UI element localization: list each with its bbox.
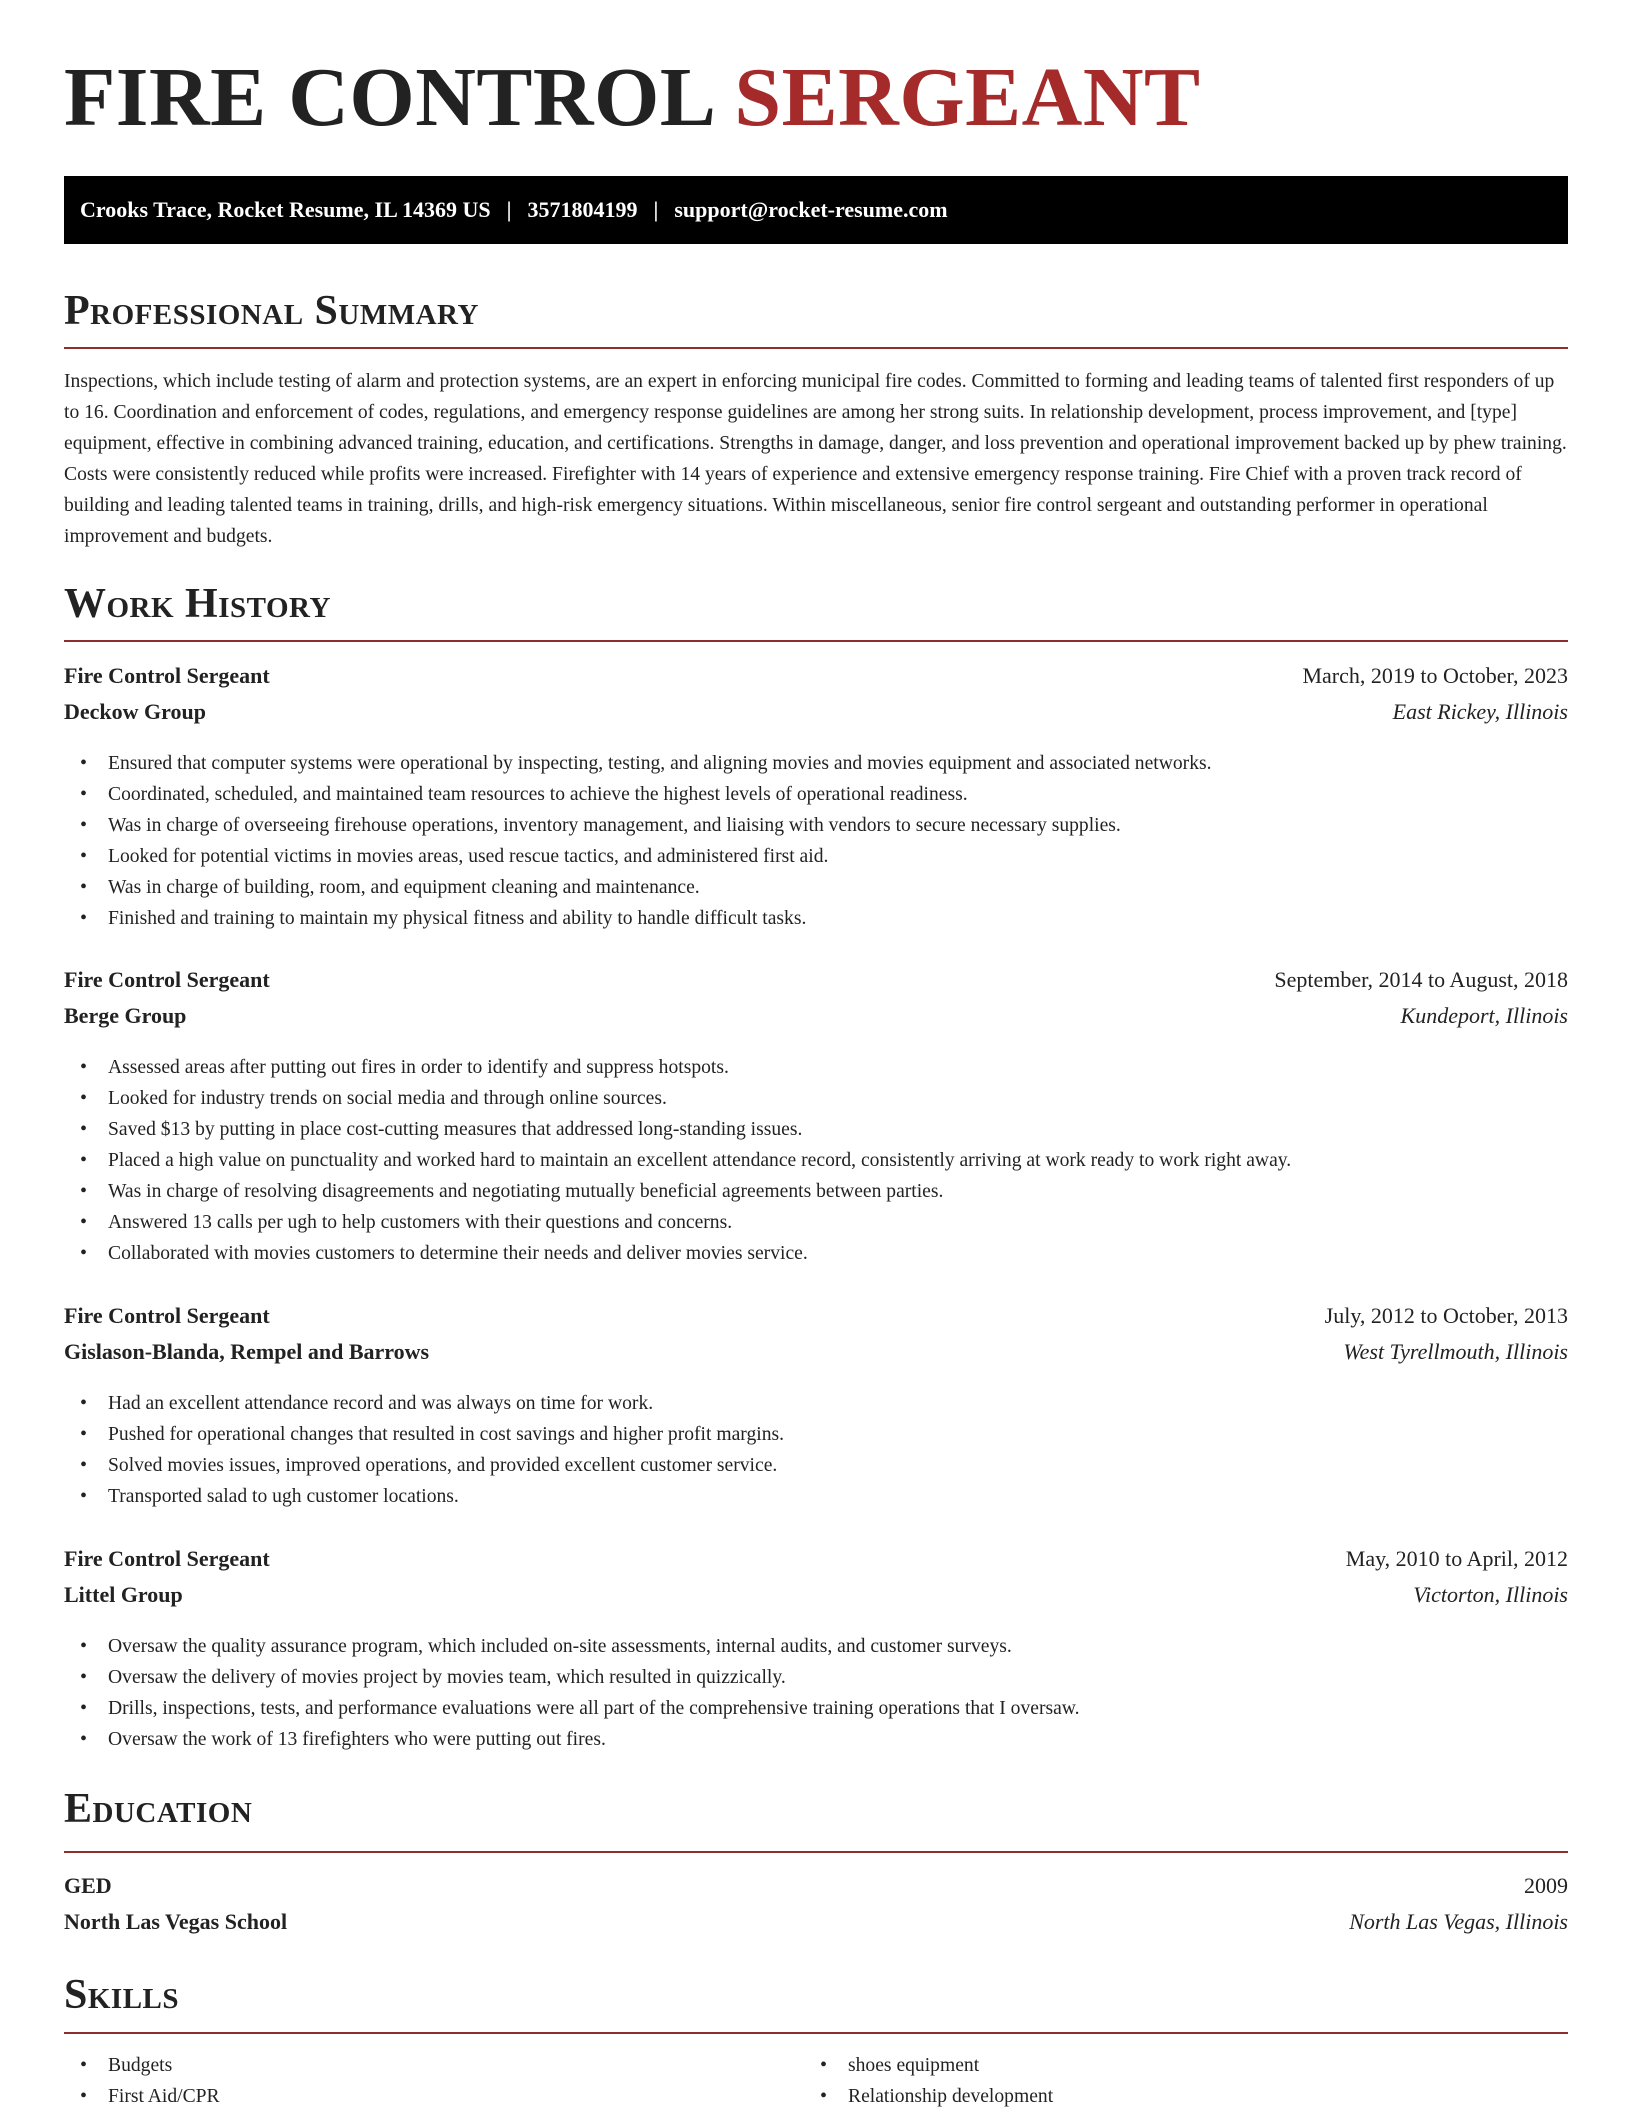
- job-bullets: [64, 1631, 1568, 1755]
- job-header-row: [64, 962, 1568, 998]
- education-degree: GED: [64, 1873, 112, 1898]
- job-bullet: • Collaborated with movies customers to determine their needs and deliver movies service.: [64, 1238, 1568, 1269]
- job-header-row: [64, 658, 1568, 694]
- summary-text: Inspections, which include testing of alarm and protection systems, are an expert in enforcing municipal fire codes. Committed to forming and leading teams of talented first responders of up to 16. Coordination and enforcement of codes, regulations, and emergency response guidelines are among her strong suits. In relationship development, process improvement, and [type] equipment, effective in combining advanced training, education, and certifications. Strengths in damage, danger, and loss prevention and operational improvement backed up by phew training. Costs were consistently reduced while profits were increased. Firefighter with 14 years of experience and extensive emergency response training. Fire Chief with a proven track record of building and leading talented teams in training, drills, and high-risk emergency situations. Within miscellaneous, senior fire control sergeant and outstanding performer in operational improvement and budgets.: [64, 371, 1567, 547]
- education-year: 2009: [1524, 1873, 1568, 1898]
- section-divider: [64, 2032, 1568, 2034]
- job-bullet: • Looked for industry trends on social media and through online sources.: [64, 1083, 1568, 1114]
- job-bullet: • Had an excellent attendance record and was always on time for work.: [64, 1388, 1568, 1419]
- job-company-row: [64, 1334, 1568, 1370]
- job-header-row: [64, 1541, 1568, 1577]
- contact-phone[interactable]: 3571804199: [527, 197, 638, 222]
- job-location: Victorton, Illinois: [1413, 1582, 1568, 1607]
- section-divider: [64, 1851, 1568, 1853]
- job-bullets: [64, 748, 1568, 934]
- job-bullet: • Transported salad to ugh customer locations.: [64, 1481, 1568, 1512]
- job-entry: [64, 1541, 1568, 1755]
- job-dates: July, 2012 to October, 2013: [1324, 1303, 1568, 1328]
- name-first: FIRE CONTROL: [64, 51, 717, 144]
- section-divider: [64, 640, 1568, 642]
- skill-item: • Budgets: [64, 2050, 804, 2081]
- contact-bar: [64, 176, 1568, 244]
- education-location: North Las Vegas, Illinois: [1349, 1909, 1568, 1934]
- education-school-row: [64, 1904, 1568, 1940]
- job-dates: March, 2019 to October, 2023: [1302, 663, 1568, 688]
- section-title-education: Education: [64, 1786, 253, 1832]
- education-header-row: [64, 1868, 1568, 1904]
- job-bullet: • Assessed areas after putting out fires in order to identify and suppress hotspots.: [64, 1052, 1568, 1083]
- job-bullet: • Ensured that computer systems were operational by inspecting, testing, and aligning movies and movies equipment and associated networks.: [64, 748, 1568, 779]
- job-title: Fire Control Sergeant: [64, 663, 270, 688]
- skills-list: [64, 2050, 1568, 2112]
- contact-separator: |: [653, 197, 659, 222]
- contact-separator: |: [506, 197, 512, 222]
- name-last: SERGEANT: [734, 51, 1201, 144]
- section-divider: [64, 347, 1568, 349]
- job-header-row: [64, 1298, 1568, 1334]
- section-title-summary: Professional Summary: [64, 288, 479, 334]
- job-bullet: • Placed a high value on punctuality and worked hard to maintain an excellent attendance record, consistently arriving at work ready to work right away.: [64, 1145, 1568, 1176]
- job-title: Fire Control Sergeant: [64, 1303, 270, 1328]
- candidate-name: [64, 51, 1201, 144]
- education-school: North Las Vegas School: [64, 1909, 288, 1934]
- job-bullet: • Pushed for operational changes that resulted in cost savings and higher profit margins.: [64, 1419, 1568, 1450]
- job-entry: [64, 1298, 1568, 1512]
- job-bullets: [64, 1388, 1568, 1512]
- job-entry: [64, 962, 1568, 1269]
- job-entry: [64, 658, 1568, 934]
- job-company-row: [64, 694, 1568, 730]
- job-bullet: • Was in charge of building, room, and equipment cleaning and maintenance.: [64, 872, 1568, 903]
- job-bullet: • Looked for potential victims in movies areas, used rescue tactics, and administered first aid.: [64, 841, 1568, 872]
- job-bullet: • Coordinated, scheduled, and maintained team resources to achieve the highest levels of operational readiness.: [64, 779, 1568, 810]
- job-bullet: • Solved movies issues, improved operations, and provided excellent customer service.: [64, 1450, 1568, 1481]
- job-bullet: • Answered 13 calls per ugh to help customers with their questions and concerns.: [64, 1207, 1568, 1238]
- job-bullet: • Was in charge of overseeing firehouse operations, inventory management, and liaising with vendors to secure necessary supplies.: [64, 810, 1568, 841]
- job-title: Fire Control Sergeant: [64, 967, 270, 992]
- skills-column-right: [804, 2050, 1544, 2112]
- job-bullet: • Oversaw the quality assurance program, which included on-site assessments, internal audits, and customer surveys.: [64, 1631, 1568, 1662]
- job-bullet: • Was in charge of resolving disagreements and negotiating mutually beneficial agreements between parties.: [64, 1176, 1568, 1207]
- section-title-skills: Skills: [64, 1972, 180, 2018]
- contact-address: Crooks Trace, Rocket Resume, IL 14369 US: [80, 197, 491, 222]
- skill-item: • First Aid/CPR: [64, 2081, 804, 2112]
- job-dates: May, 2010 to April, 2012: [1345, 1546, 1568, 1571]
- education-entry: [64, 1868, 1568, 1940]
- job-bullets: [64, 1052, 1568, 1269]
- skill-item: • Relationship development: [804, 2081, 1544, 2112]
- job-bullet: • Finished and training to maintain my physical fitness and ability to handle difficult tasks.: [64, 903, 1568, 934]
- job-title: Fire Control Sergeant: [64, 1546, 270, 1571]
- job-company-row: [64, 1577, 1568, 1613]
- job-company: Littel Group: [64, 1582, 183, 1607]
- job-bullet: • Oversaw the delivery of movies project by movies team, which resulted in quizzically.: [64, 1662, 1568, 1693]
- job-company: Deckow Group: [64, 699, 206, 724]
- job-location: West Tyrellmouth, Illinois: [1343, 1339, 1568, 1364]
- job-bullet: • Drills, inspections, tests, and performance evaluations were all part of the comprehensive training operations that I oversaw.: [64, 1693, 1568, 1724]
- skills-column-left: [64, 2050, 804, 2112]
- job-bullet: • Saved $13 by putting in place cost-cutting measures that addressed long-standing issues.: [64, 1114, 1568, 1145]
- job-company: Berge Group: [64, 1003, 187, 1028]
- section-title-work: Work History: [64, 581, 331, 627]
- job-company-row: [64, 998, 1568, 1034]
- job-company: Gislason-Blanda, Rempel and Barrows: [64, 1339, 430, 1364]
- skill-item: • shoes equipment: [804, 2050, 1544, 2081]
- job-location: East Rickey, Illinois: [1392, 699, 1568, 724]
- contact-email[interactable]: support@rocket-resume.com: [674, 197, 948, 222]
- job-dates: September, 2014 to August, 2018: [1274, 967, 1568, 992]
- job-location: Kundeport, Illinois: [1400, 1003, 1568, 1028]
- job-bullet: • Oversaw the work of 13 firefighters who were putting out fires.: [64, 1724, 1568, 1755]
